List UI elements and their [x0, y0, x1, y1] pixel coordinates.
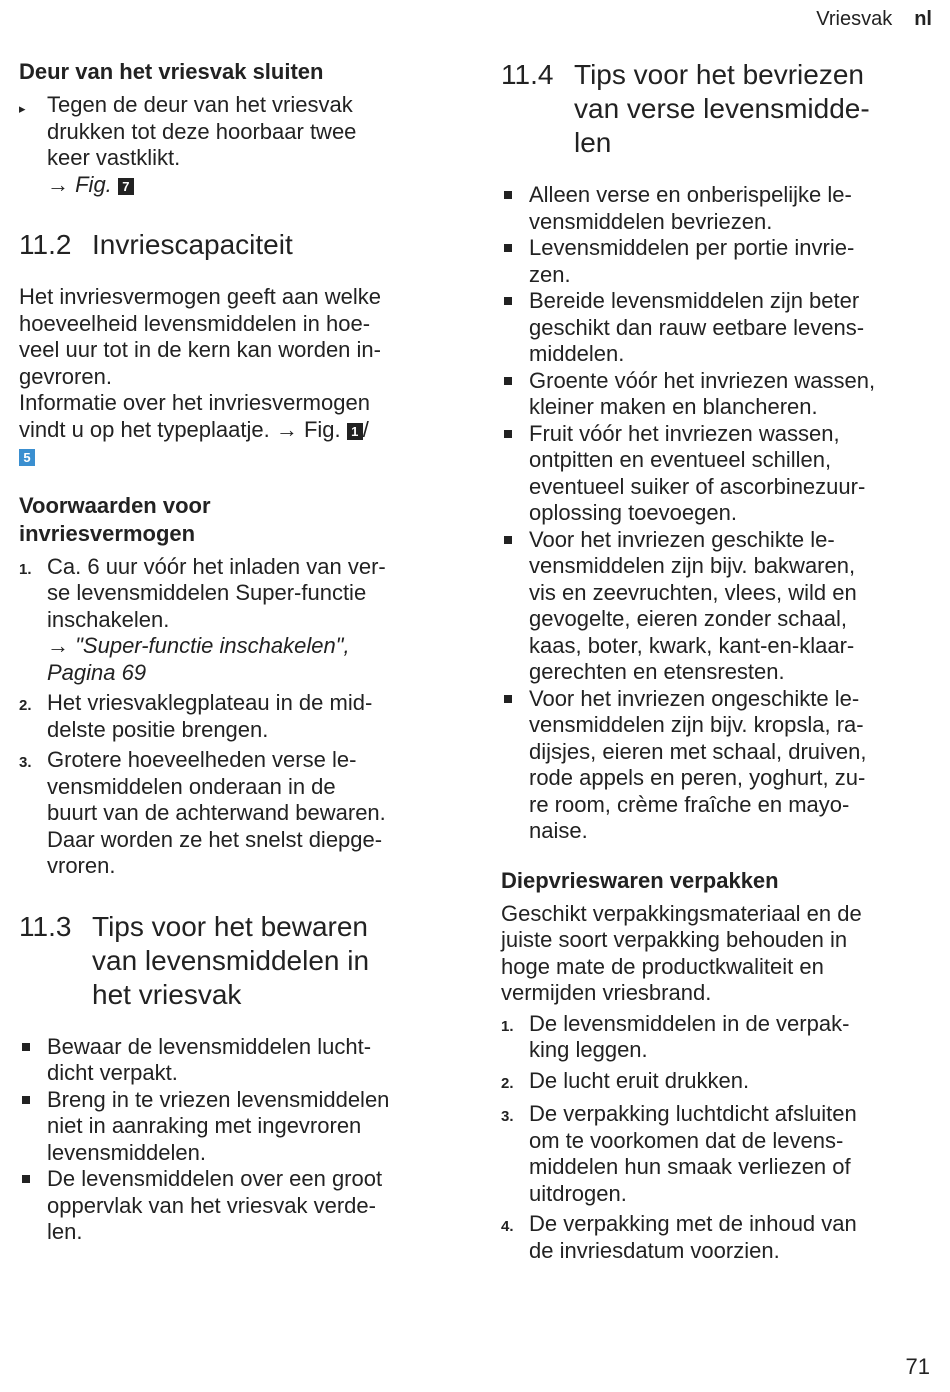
step-number: 4.: [501, 1218, 514, 1235]
text-line: Ca. 6 uur vóór het inladen van ver-: [47, 553, 386, 579]
text-line: om te voorkomen dat de levens-: [529, 1127, 844, 1153]
text-line: vis en zeevruchten, vlees, wild en: [529, 579, 857, 605]
text-line: middelen.: [529, 341, 625, 366]
cross-reference: Pagina 69: [47, 659, 147, 685]
text-line: oppervlak van het vriesvak verde-: [47, 1192, 376, 1218]
step-number: 1.: [19, 560, 32, 578]
text-line: het vriesvak: [92, 978, 242, 1010]
text-line: Het invriesvermogen geeft aan welke: [19, 284, 381, 309]
section-title: [92, 910, 451, 1012]
text-line: De levensmiddelen in de verpak-: [529, 1010, 850, 1036]
text-line: Bewaar de levensmiddelen lucht-: [47, 1033, 372, 1059]
text-line: gerechten en etensresten.: [529, 659, 785, 684]
text-line: ontpitten en eventueel schillen,: [529, 447, 832, 472]
door-step-text: [47, 92, 451, 198]
square-bullet-icon: [19, 1166, 47, 1246]
capacity-paragraph: [19, 284, 451, 470]
text-line: oplossing toevoegen.: [529, 500, 737, 525]
text-line: Geschikt verpakkingsmateriaal en de: [501, 900, 862, 926]
header-section: Vriesvak: [816, 8, 893, 30]
text-line: De verpakking luchtdicht afsluiten: [529, 1101, 857, 1126]
text-line: de invriesdatum voorzien.: [529, 1237, 780, 1263]
text-line: len: [574, 127, 612, 158]
text-line: Voor het invriezen ongeschikte le-: [529, 685, 860, 711]
text-line: Het vriesvaklegplateau in de mid-: [47, 690, 373, 715]
text-line: Fruit vóór het invriezen wassen,: [529, 420, 840, 446]
step-number: 2.: [19, 697, 32, 714]
text-line: De levensmiddelen over een groot: [47, 1166, 383, 1191]
text-line: naise.: [529, 818, 588, 843]
page-number: 71: [905, 1354, 930, 1379]
list-item: [501, 686, 937, 845]
text-line: Tegen de deur van het vriesvak: [47, 92, 353, 117]
text-line: geschikt dan rauw eetbare levens-: [529, 314, 865, 340]
list-item: [501, 527, 937, 686]
text-line: De verpakking met de inhoud van: [529, 1211, 857, 1236]
list-item: [19, 1034, 451, 1087]
text-line: van verse levensmidde-: [574, 93, 870, 124]
text-line: niet in aanraking met ingevroren: [47, 1113, 362, 1138]
section-11-4-heading: [501, 58, 937, 160]
section-title: [574, 58, 937, 160]
list-item: [19, 690, 451, 743]
list-item: [501, 368, 937, 421]
figure-number-badge: 5: [19, 449, 35, 466]
text-line: De lucht eruit drukken.: [529, 1067, 750, 1093]
packaging-steps: [501, 1011, 937, 1265]
text-line: Voor het invriezen geschikte le-: [529, 526, 835, 552]
section-number: 11.4: [501, 59, 554, 90]
text-line: dicht verpakt.: [47, 1060, 178, 1085]
text-line: Groente vóór het invriezen wassen,: [529, 367, 876, 393]
list-item: [501, 1011, 937, 1064]
text-line: se levensmiddelen Super-functie: [47, 580, 367, 605]
text-line: veel uur tot in de kern kan worden in-: [19, 337, 381, 362]
section-title: Invriescapaciteit: [92, 229, 293, 260]
door-title: Deur van het vriesvak sluiten: [19, 59, 324, 84]
text-line: vindt u op het typeplaatje. → Fig.: [19, 416, 341, 442]
square-bullet-icon: [19, 1087, 47, 1167]
text-line: Bereide levensmiddelen zijn beter: [529, 288, 860, 313]
left-column: [19, 58, 451, 1246]
text-line: levensmiddelen.: [47, 1139, 206, 1165]
list-item: [501, 1101, 937, 1207]
text-line: middelen hun smaak verliezen of: [529, 1154, 851, 1179]
page-header: [816, 8, 932, 31]
text-line: len.: [47, 1219, 83, 1244]
text-line: uitdrogen.: [529, 1180, 627, 1206]
step-number: 3.: [501, 1108, 514, 1125]
text-line: delste positie brengen.: [47, 716, 269, 742]
text-line: zen.: [529, 261, 571, 287]
text-line: Breng in te vriezen levensmiddelen: [47, 1086, 390, 1112]
text-line: dijsjes, eieren met schaal, druiven,: [529, 738, 867, 764]
list-item: [501, 235, 937, 288]
list-item: [19, 1087, 451, 1167]
text-line: invriesvermogen: [19, 520, 196, 546]
step-number: 3.: [19, 754, 32, 771]
conditions-title: [19, 492, 451, 548]
figure-number-badge: 7: [118, 178, 134, 195]
right-column: [501, 58, 937, 1264]
cross-reference: → "Super-functie inschakelen",: [47, 633, 350, 658]
square-bullet-icon: [19, 1034, 47, 1087]
text-line: vensmiddelen bevriezen.: [529, 208, 773, 234]
list-item: [501, 1068, 937, 1098]
header-language: nl: [914, 8, 932, 30]
section-11-3-heading: [19, 910, 451, 1012]
text-line: hoge mate de productkwaliteit en: [501, 953, 824, 979]
text-line: hoeveelheid levensmiddelen in hoe-: [19, 310, 371, 336]
text-line: eventueel suiker of ascorbinezuur-: [529, 473, 866, 499]
text-line: vermijden vriesbrand.: [501, 980, 712, 1005]
square-bullet-icon: [501, 686, 529, 845]
text-line: vensmiddelen zijn bijv. bakwaren,: [529, 553, 856, 578]
list-item: [501, 182, 937, 235]
text-line: vensmiddelen zijn bijv. kropsla, ra-: [529, 712, 864, 737]
text-line: Tips voor het bewaren: [92, 910, 368, 942]
text-line: gevroren.: [19, 363, 112, 389]
text-line: Informatie over het invriesvermogen: [19, 390, 370, 415]
step-number: 1.: [501, 1017, 514, 1035]
text-line: rode appels en peren, yoghurt, zu-: [529, 765, 866, 790]
storage-tips-list: [19, 1034, 451, 1246]
list-item: [19, 747, 451, 880]
text-line: van levensmiddelen in: [92, 944, 370, 976]
step-number: 2.: [501, 1074, 514, 1092]
conditions-steps: [19, 554, 451, 880]
square-bullet-icon: [501, 235, 529, 288]
door-step: [19, 92, 451, 198]
fig-separator: /: [362, 416, 369, 442]
freezing-tips-list: [501, 182, 937, 845]
section-number: 11.2: [19, 229, 72, 260]
text-line: gevogelte, eieren zonder schaal,: [529, 606, 847, 631]
text-line: vroren.: [47, 853, 116, 878]
text-line: kleiner maken en blancheren.: [529, 394, 818, 419]
text-line: vensmiddelen onderaan in de: [47, 773, 336, 799]
text-line: keer vastklikt.: [47, 145, 181, 170]
figure-number-badge: 1: [347, 423, 363, 440]
text-line: Daar worden ze het snelst diepge-: [47, 826, 383, 852]
text-line: re room, crème fraîche en mayo-: [529, 791, 850, 817]
text-line: Voorwaarden voor: [19, 492, 211, 518]
text-line: Tips voor het bevriezen: [574, 59, 864, 90]
packaging-title: Diepvrieswaren verpakken: [501, 867, 779, 893]
square-bullet-icon: [501, 288, 529, 368]
square-bullet-icon: [501, 182, 529, 235]
list-item: [501, 421, 937, 527]
text-line: Levensmiddelen per portie invrie-: [529, 235, 855, 260]
text-line: inschakelen.: [47, 606, 170, 632]
square-bullet-icon: [501, 368, 529, 421]
text-line: drukken tot deze hoorbaar twee: [47, 118, 357, 144]
packaging-paragraph: [501, 901, 937, 1007]
triangle-bullet-icon: ▸: [19, 101, 26, 116]
text-line: buurt van de achterwand bewaren.: [47, 800, 386, 825]
square-bullet-icon: [501, 527, 529, 686]
text-line: kaas, boter, kwark, kant-en-klaar-: [529, 632, 855, 658]
section-number: 11.3: [19, 910, 72, 942]
fig-reference: → Fig.: [47, 171, 112, 197]
list-item: [501, 288, 937, 368]
text-line: Alleen verse en onberispelijke le-: [529, 182, 852, 207]
text-line: Grotere hoeveelheden verse le-: [47, 747, 357, 772]
list-item: [19, 1166, 451, 1246]
square-bullet-icon: [501, 421, 529, 527]
list-item: [501, 1211, 937, 1264]
text-line: juiste soort verpakking behouden in: [501, 927, 848, 952]
section-11-2-heading: [19, 228, 451, 262]
list-item: [19, 554, 451, 687]
text-line: king leggen.: [529, 1037, 648, 1062]
